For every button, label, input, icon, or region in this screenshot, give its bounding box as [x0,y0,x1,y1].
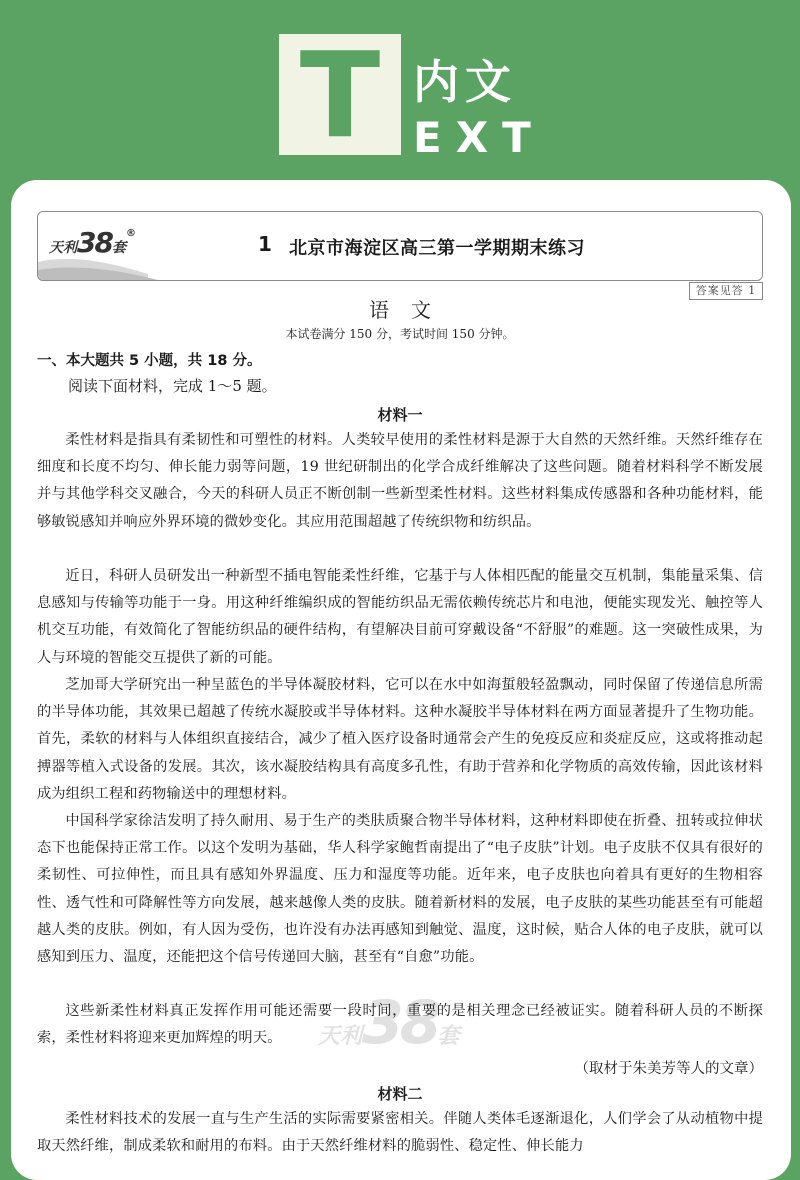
exam-info: 本试卷满分 150 分，考试时间 150 分钟。 [285,327,515,341]
material-one-paragraph: 中国科学家徐洁发明了持久耐用、易于生产的类肤质聚合物半导体材料，这种材料即使在折叠、扭转或拉伸状态下也能保持正常工作。以这个发明为基础，华人科学家鲍哲南提出了“电子皮肤”计划。电子皮肤不仅具有很好的柔韧性、可拉伸性，而且具有感知外界温度、压力和湿度等功能。近年来，电子皮肤也向着具有更好的生物相容性、透气性和可降解性等方向发展，越来越像人类的皮肤。随着新材料的发展，电子皮肤的某些功能甚至有可能超越人类的皮肤。例如，有人因为受伤，也许没有办法再感知到触觉、温度，这时候，贴合人体的电子皮肤，就可以感知到压力、温度，还能把这个信号传递回大脑，甚至有“自愈”功能。 [37,813,763,966]
banner-cn-title: 内文 [413,55,517,109]
material-one-paragraph: 柔性材料是指具有柔韧性和可塑性的材料。人类较早使用的柔性材料是源于大自然的天然纤维。天然纤维存在细度和长度不均匀、伸长能力弱等问题，19 世纪研制出的化学合成纤维解决了这些问题。随着材料科学不断发展并与其他学科交叉融合，今天的科研人员正不断创制一些新型柔性材料。这些材料集成传感器和各种功能材料，能够敏锐感知并响应外界环境的微妙变化。其应用范围超越了传统织物和纺织品。 [37,432,763,530]
material-one-paragraph: 近日，科研人员研发出一种新型不插电智能柔性纤维，它基于与人体相匹配的能量交互机制，集能量采集、信息感知与传输等功能于一身。用这种纤维编织成的智能纺织品无需依赖传统芯片和电池，便能实现发光、触控等人机交互功能，有效简化了智能纺织品的硬件结构，有望解决目前可穿戴设备“不舒服”的难题。这一突破性成果，为人与环境的智能交互提供了新的可能。 [37,568,763,666]
material-one-heading: 材料一 [377,406,423,424]
material-one-paragraph: 这些新柔性材料真正发挥作用可能还需要一段时间，重要的是相关理念已经被证实。随着科研人员的不断探索，柔性材料将迎来更加辉煌的明天。 [37,1003,763,1047]
material-one-paragraph: 芝加哥大学研究出一种呈蓝色的半导体凝胶材料，它可以在水中如海蜇般轻盈飘动，同时保留了传递信息所需的半导体功能，其效果已超越了传统水凝胶或半导体材料。这种水凝胶半导体材料在两方面显著提升了生物功能。首先，柔软的材料与人体组织直接结合，减少了植入医疗设备时通常会产生的免疫反应和炎症反应，这或将推动起搏器等植入式设备的发展。其次，该水凝胶结构具有高度多孔性，有助于营养和化学物质的高效传输，因此该材料成为组织工程和药物输送中的理想材料。 [37,677,763,802]
section-instruction: 阅读下面材料，完成 1～5 题。 [68,377,277,395]
section-heading: 一、本大题共 5 小题，共 18 分。 [37,353,262,369]
material-two-heading: 材料二 [377,1085,423,1103]
subject-title: 语文 [369,298,453,322]
banner-en-title: EXT [413,113,545,162]
logo-letter: T [299,25,381,164]
header-banner [0,0,800,200]
text-logo-box [279,25,401,164]
answer-reference-tag: 答案见答 1 [689,282,763,300]
brand-watermark: 天利38套 [318,988,460,1058]
brand-logo: 天利38套® [49,226,136,259]
material-two-paragraph: 柔性材料技术的发展一直与生产生活的实际需要紧密相关。伴随人类体毛逐渐退化，人们学会了从动植物中提取天然纤维，制成柔软和耐用的布料。由于天然纤维材料的脆弱性、稳定性、伸长能力 [37,1111,763,1155]
material-one-source: （取材于朱美芳等人的文章） [574,1061,763,1077]
exam-number: 1 [258,232,272,256]
exam-title: 北京市海淀区高三第一学期期末练习 [289,238,585,259]
